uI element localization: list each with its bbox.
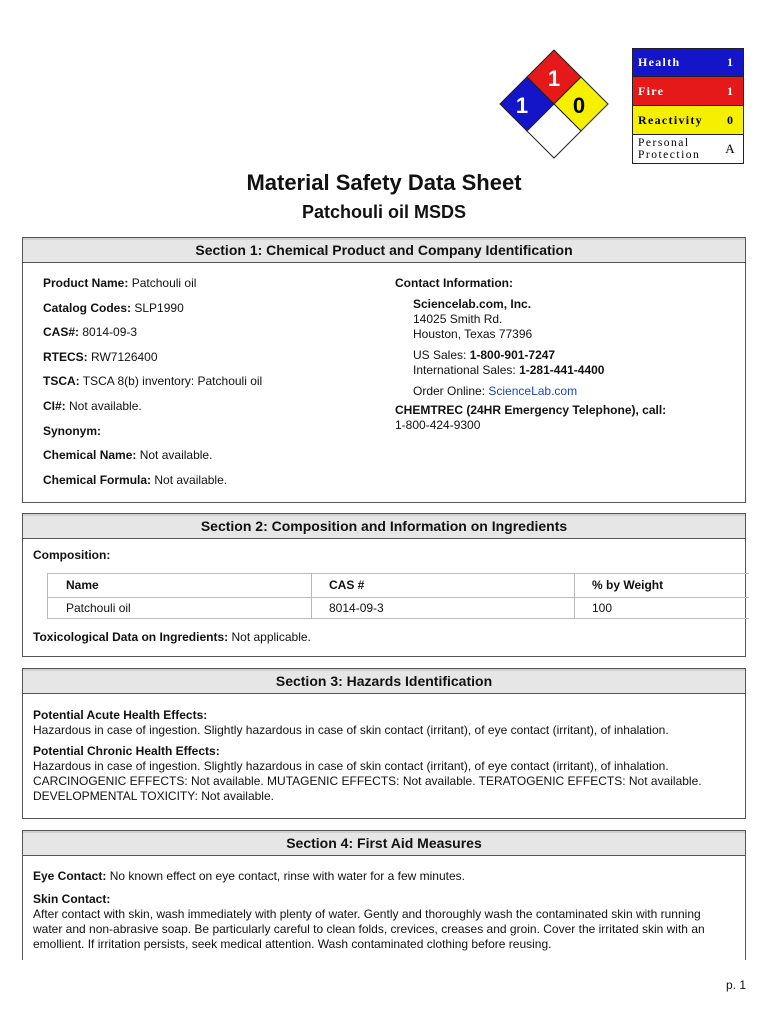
cell-weight: 100 — [592, 601, 613, 615]
field-label: TSCA: — [43, 374, 80, 389]
hmis-ppe-row — [633, 135, 743, 163]
hmis-reactivity-row — [633, 106, 743, 135]
field-label: CI#: — [43, 398, 66, 413]
chronic-effects-line: Hazardous in case of ingestion. Slightly hazardous in case of skin contact (irritant), of eye contact (irritant), of inhalation. — [33, 759, 669, 773]
contact-heading: Contact Information: — [395, 276, 513, 290]
field-label: Catalog Codes: — [43, 300, 132, 315]
eye-contact-text: No known effect on eye contact, rinse with water for a few minutes. — [109, 869, 465, 883]
skin-contact-line: After contact with skin, wash immediately with plenty of water. Gently and thoroughly wash the contaminated skin with running — [33, 907, 701, 921]
composition-table — [47, 573, 749, 619]
section-4 — [22, 830, 746, 960]
chemical-formula-row — [43, 473, 383, 498]
international-sales-row — [413, 363, 735, 378]
hmis-ppe-label — [633, 137, 717, 161]
toxicological-label: Toxicological Data on Ingredients: — [33, 630, 229, 644]
section-2 — [22, 513, 746, 657]
hmis-fire-row — [633, 77, 743, 106]
tsca-row — [43, 374, 383, 399]
cas-row — [43, 325, 383, 350]
ci-row — [43, 399, 383, 424]
field-value: Not available. — [69, 398, 142, 413]
synonym-row — [43, 424, 383, 449]
address-line-1: 14025 Smith Rd. — [413, 312, 503, 326]
international-sales-phone: 1-281-441-4400 — [519, 363, 605, 377]
hmis-ppe-label-line1: Personal — [638, 137, 690, 149]
international-sales-label: International Sales: — [413, 363, 516, 377]
contact-information — [395, 276, 735, 433]
section-3 — [22, 668, 746, 819]
field-value: RW7126400 — [91, 349, 158, 364]
catalog-codes-row — [43, 301, 383, 326]
field-value: Not available. — [154, 472, 228, 487]
nfpa-health-value: 1 — [515, 93, 529, 118]
field-value: 8014-09-3 — [82, 325, 138, 340]
nfpa-fire-value: 1 — [547, 66, 561, 91]
hmis-health-label: Health — [638, 55, 681, 69]
document-title: Material Safety Data Sheet — [246, 170, 522, 195]
hmis-fire-label: Fire — [638, 83, 665, 98]
company-name: Sciencelab.com, Inc. — [413, 297, 532, 311]
field-label: Chemical Formula: — [43, 472, 152, 487]
column-header-name: Name — [66, 578, 99, 592]
field-value: Patchouli oil — [131, 276, 197, 290]
skin-contact-label: Skin Contact: — [33, 892, 111, 906]
eye-contact-row — [33, 869, 745, 884]
hmis-reactivity-label: Reactivity — [638, 112, 703, 127]
hmis-fire-value: 1 — [727, 83, 733, 98]
nfpa-diamond — [498, 48, 610, 164]
section-1 — [22, 237, 746, 503]
order-online-row — [413, 384, 735, 399]
section-3-heading: Section 3: Hazards Identification — [23, 669, 745, 694]
eye-contact-label: Eye Contact: — [33, 869, 107, 883]
field-value: SLP1990 — [134, 300, 184, 315]
section-2-heading: Section 2: Composition and Information on Ingredients — [23, 514, 745, 539]
chemical-name-row — [43, 448, 383, 473]
acute-effects-label: Potential Acute Health Effects: — [33, 708, 208, 722]
field-value: TSCA 8(b) inventory: Patchouli oil — [82, 374, 263, 389]
field-label: Synonym: — [43, 423, 102, 438]
product-identification-list — [43, 276, 383, 497]
hmis-ppe-label-line2: Protection — [638, 149, 701, 161]
chronic-effects-line: CARCINOGENIC EFFECTS: Not available. MUTAGENIC EFFECTS: Not available. TERATOGENIC EFFECTS: Not available. — [33, 774, 702, 788]
first-aid-text — [33, 869, 745, 952]
order-online-link[interactable]: ScienceLab.com — [488, 384, 578, 398]
chemtrec-phone: 1-800-424-9300 — [395, 418, 481, 432]
chronic-effects-label: Potential Chronic Health Effects: — [33, 744, 220, 758]
hmis-ppe-value: A — [725, 141, 735, 156]
product-name-row — [43, 276, 383, 301]
toxicological-data-row — [33, 630, 311, 645]
acute-effects-text: Hazardous in case of ingestion. Slightly hazardous in case of skin contact (irritant), of eye contact (irritant), of inhalation. — [33, 723, 669, 737]
hmis-health-value: 1 — [727, 55, 733, 69]
field-label: RTECS: — [43, 349, 88, 364]
hazards-text — [33, 708, 741, 804]
section-1-heading: Section 1: Chemical Product and Company Identification — [23, 238, 745, 263]
us-sales-row — [413, 348, 735, 363]
column-header-cas: CAS # — [329, 578, 365, 592]
hmis-rating-table — [632, 48, 744, 164]
us-sales-label: US Sales: — [413, 348, 467, 362]
field-label: CAS#: — [43, 325, 80, 340]
order-online-label: Order Online: — [413, 384, 486, 398]
address-line-2: Houston, Texas 77396 — [413, 327, 533, 341]
table-header-row — [48, 574, 749, 598]
cell-cas: 8014-09-3 — [329, 601, 384, 615]
company-address-block — [413, 297, 735, 399]
column-header-weight: % by Weight — [592, 578, 664, 592]
chemtrec-label: CHEMTREC (24HR Emergency Telephone), call: — [395, 403, 667, 417]
chronic-effects-line: DEVELOPMENTAL TOXICITY: Not available. — [33, 789, 274, 803]
skin-contact-line: emollient. If irritation persists, seek medical attention. Wash contaminated clothing before reusing. — [33, 937, 552, 951]
toxicological-value: Not applicable. — [231, 630, 311, 644]
nfpa-reactivity-value: 0 — [572, 93, 586, 118]
field-label: Product Name: — [43, 276, 129, 290]
field-value: Not available. — [139, 448, 213, 463]
field-label: Chemical Name: — [43, 448, 137, 463]
us-sales-phone: 1-800-901-7247 — [469, 348, 556, 362]
section-4-heading: Section 4: First Aid Measures — [23, 831, 745, 856]
rtecs-row — [43, 350, 383, 375]
hmis-reactivity-value: 0 — [727, 112, 733, 127]
composition-label: Composition: — [33, 548, 111, 562]
page-number: p. 1 — [725, 978, 746, 992]
table-row — [48, 597, 749, 620]
cell-name: Patchouli oil — [66, 601, 131, 615]
skin-contact-line: water and non-abrasive soap. Be particularly careful to clean folds, crevices, creases and groin. Cover the irritated skin with an — [33, 922, 705, 936]
hmis-health-row — [633, 49, 743, 77]
document-subtitle: Patchouli oil MSDS — [301, 202, 466, 222]
